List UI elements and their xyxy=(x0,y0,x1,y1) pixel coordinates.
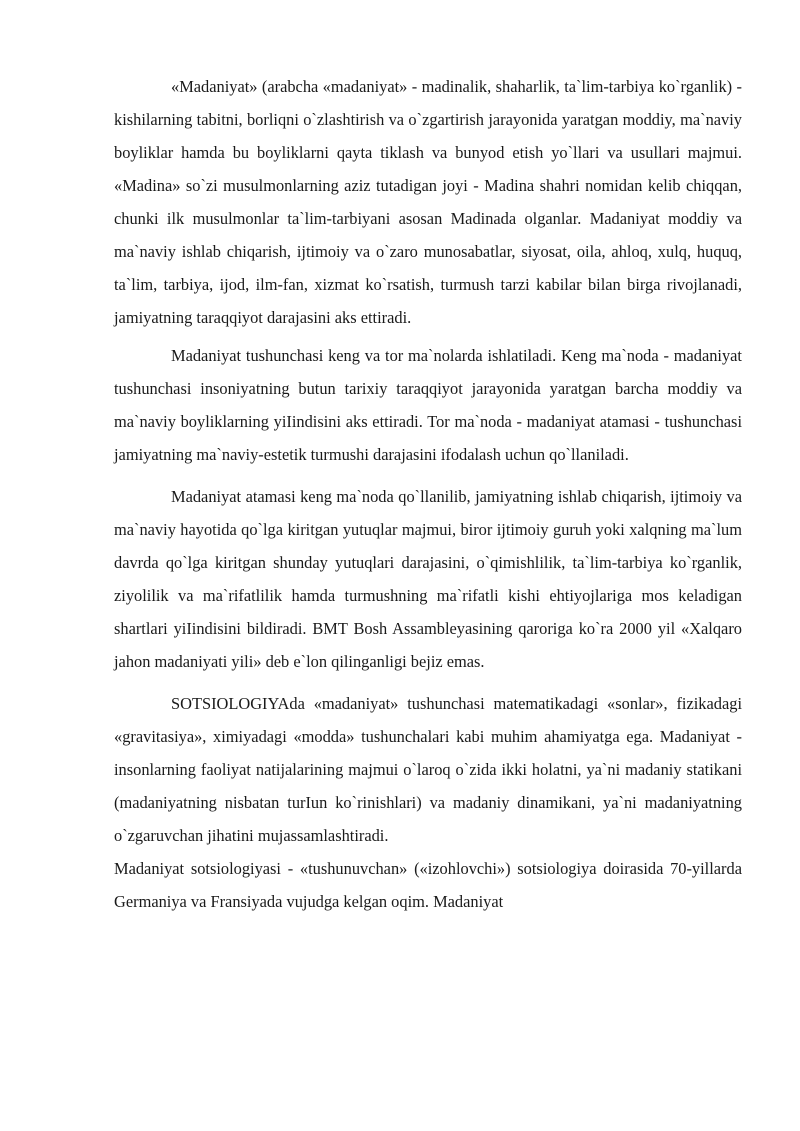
body-text xyxy=(114,70,742,918)
paragraph-1: «Madaniyat» (arabcha «madaniyat» - madinalik, shaharlik, ta`lim-tarbiya ko`rganlik) - kishilarning tabitni, borliqni o`zlashtirish va o`zgartirish jarayonida yaratgan moddiy, ma`naviy boyliklar hamda bu boyliklarni qayta tiklash va bunyod etish yo`llari va usullari majmui. «Madina» so`zi musulmonlarning aziz tutadigan joyi - Madina shahri nomidan kelib chiqqan, chunki ilk musulmonlar ta`lim-tarbiyani asosan Madinada olganlar. Madaniyat moddiy va ma`naviy ishlab chiqarish, ijtimoiy va o`zaro munosabatlar, siyosat, oila, ahloq, xulq, huquq, ta`lim, tarbiya, ijod, ilm-fan, xizmat ko`rsatish, turmush tarzi kabilar bilan birga rivojlanadi, jamiyatning taraqqiyot darajasini aks ettiradi. xyxy=(114,77,742,327)
paragraph-3: Madaniyat atamasi keng ma`noda qo`llanilib, jamiyatning ishlab chiqarish, ijtimoiy va ma`naviy hayotida qo`lga kiritgan yutuqlar majmui, biror ijtimoiy guruh yoki xalqning ma`lum davrda qo`lga kiritgan shunday yutuqlari darajasini, o`qimishlilik, ta`lim-tarbiya ko`rganlik, ziyolilik va ma`rifatlilik hamda turmushning ma`rifatli kishi ehtiyojlariga mos keladigan shartlari yiIindisini bildiradi. BMT Bosh Assambleyasining qaroriga ko`ra 2000 yil «Xalqaro jahon madaniyati yili» deb e`lon qilinganligi bejiz emas. xyxy=(114,487,742,671)
paragraph-4: SOTSIOLOGIYAda «madaniyat» tushunchasi matematikadagi «sonlar», fizikadagi «gravitasiya», ximiyadagi «modda» tushunchalari kabi muhim ahamiyatga ega. Madaniyat - insonlarning faoliyat natijalarining majmui o`laroq o`zida ikki holatni, ya`ni madaniy statikani (madaniyatning nisbatan turIun ko`rinishlari) va madaniy dinamikani, ya`ni madaniyatning o`zgaruvchan jihatini mujassamlashtiradi. xyxy=(114,694,742,845)
paragraph-5: Madaniyat sotsiologiyasi - «tushunuvchan» («izohlovchi») sotsiologiya doirasida 70-yillarda Germaniya va Fransiyada vujudga kelgan oqim. Madaniyat xyxy=(114,859,742,911)
paragraph-2: Madaniyat tushunchasi keng va tor ma`nolarda ishlatiladi. Keng ma`noda - madaniyat tushunchasi insoniyatning butun tarixiy taraqqiyot jarayonida yaratgan barcha moddiy va ma`naviy boyliklarning yiIindisini aks ettiradi. Tor ma`noda - madaniyat atamasi - tushunchasi jamiyatning ma`naviy-estetik turmushi darajasini ifodalash uchun qo`llaniladi. xyxy=(114,346,742,464)
